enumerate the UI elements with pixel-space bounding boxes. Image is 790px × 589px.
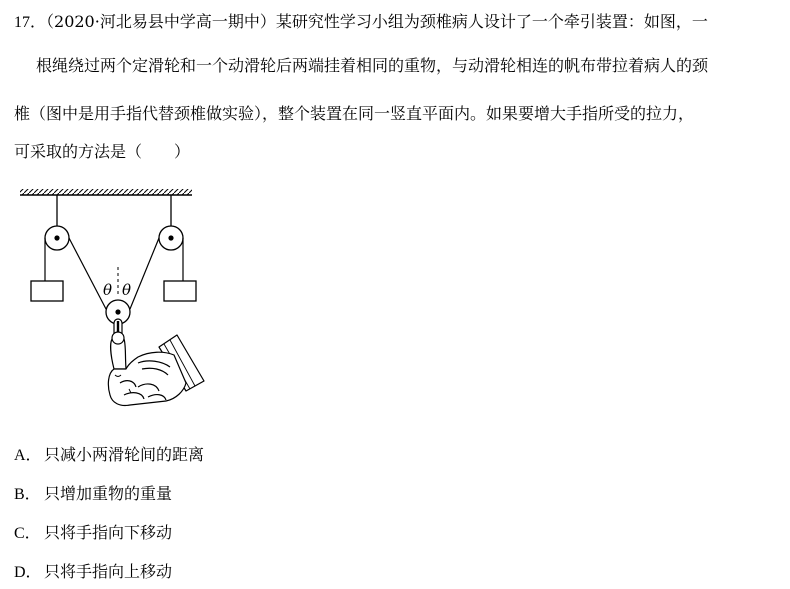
option-d[interactable] bbox=[14, 561, 172, 583]
question-text-1: （2020·河北易县中学高一期中）某研究性学习小组为颈椎病人设计了一个牵引装置：如图，一 bbox=[46, 12, 708, 31]
option-a[interactable] bbox=[14, 444, 204, 466]
question-line-3: 椎（图中是用手指代替颈椎做实验），整个装置在同一竖直平面内。如果要增大手指所受的拉力， bbox=[14, 104, 695, 123]
option-b[interactable] bbox=[14, 483, 172, 505]
option-c-letter: C． bbox=[14, 525, 41, 542]
hand-illustration bbox=[108, 332, 204, 406]
option-d-letter: D． bbox=[14, 564, 42, 581]
right-weight bbox=[164, 281, 196, 301]
option-d-text: 只将手指向上移动 bbox=[44, 562, 173, 581]
option-b-text: 只增加重物的重量 bbox=[44, 484, 173, 503]
option-c-text: 只将手指向下移动 bbox=[44, 523, 173, 542]
pulley-diagram bbox=[14, 183, 224, 419]
question-line-1 bbox=[14, 12, 708, 33]
left-rope-segment bbox=[69, 238, 106, 309]
right-rope-segment bbox=[130, 238, 159, 309]
left-weight bbox=[31, 281, 63, 301]
angle-label-left: θ bbox=[103, 281, 113, 299]
option-a-letter: A． bbox=[14, 447, 42, 464]
option-b-letter: B． bbox=[14, 486, 41, 503]
left-fixed-pulley bbox=[45, 226, 69, 250]
angle-label-right: θ bbox=[122, 281, 132, 299]
ceiling bbox=[20, 189, 192, 195]
question-line-4: 可采取的方法是（ ） bbox=[14, 142, 191, 161]
question-line-2: 根绳绕过两个定滑轮和一个动滑轮后两端挂着相同的重物，与动滑轮相连的帆布带拉着病人的颈 bbox=[36, 56, 709, 75]
option-a-text: 只减小两滑轮间的距离 bbox=[44, 445, 205, 464]
question-number: 17． bbox=[14, 14, 47, 31]
option-c[interactable] bbox=[14, 522, 172, 544]
right-fixed-pulley bbox=[159, 226, 183, 250]
